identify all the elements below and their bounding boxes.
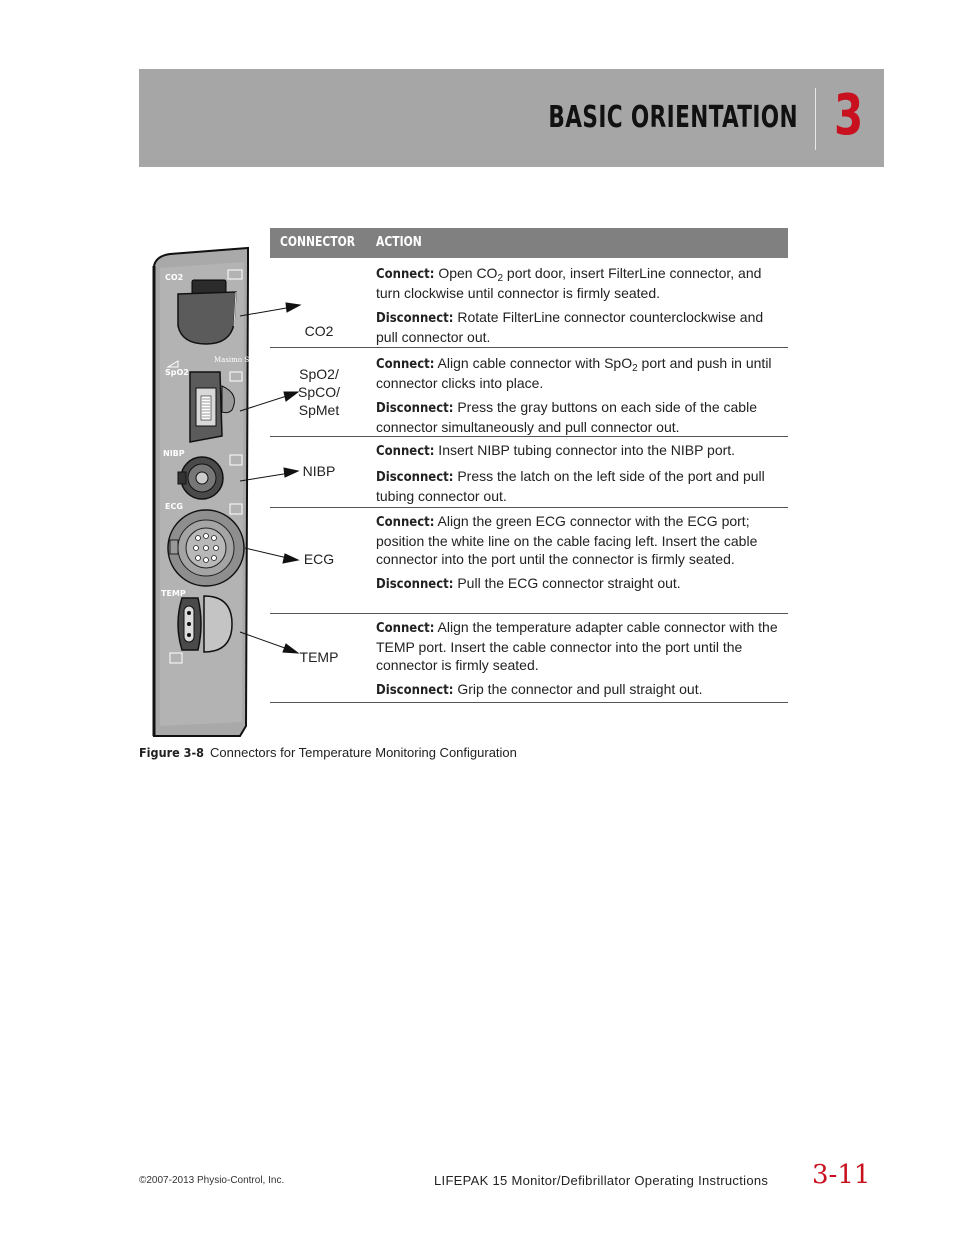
action-cell: Connect: Align the green ECG connector with the ECG port; position the white line on the cable facing left. Insert the cable connector into the port until the connector is firmly seated. Disconnect: Pull the ECG connector straight out.: [376, 513, 758, 592]
chapter-header: [139, 69, 884, 167]
connector-name: NIBP: [302, 463, 336, 479]
temp-label: TEMP: [161, 589, 186, 598]
figure-caption: [139, 745, 517, 760]
footer-manual-title: LIFEPAK 15 Monitor/Defibrillator Operating Instructions: [434, 1173, 769, 1188]
chapter-title: BASIC ORIENTATION: [548, 100, 798, 135]
connector-table: [270, 228, 788, 703]
footer-copyright: ©2007-2013 Physio-Control, Inc.: [139, 1175, 285, 1186]
action-cell: Connect: Open $CO_2$ port door, insert FilterLine connector, and turn clockwise until connector is firmly seated. Disconnect: Rotate FilterLine connector counterclockwise and pull connector out.: [376, 265, 764, 345]
action-cell: Connect: Insert NIBP tubing connector into the NIBP port. Disconnect: Press the latch on the left side of the port and pull tubing connector out.: [376, 442, 765, 504]
action-cell: Connect: Align cable connector with SpO$_2$ port and push in until connector clicks into place. Disconnect: Press the gray buttons on each side of the cable connector simultaneously and pull connector out.: [376, 355, 772, 435]
col-connector-header: CONNECTOR: [280, 235, 356, 250]
table-row: [270, 348, 788, 437]
table-header: [270, 228, 788, 258]
co2-label: CO2: [165, 273, 184, 282]
figure-text: Connectors for Temperature Monitoring Configuration: [210, 745, 517, 760]
connector-name: CO2: [304, 323, 334, 339]
header-divider: [815, 88, 816, 150]
action-cell: Connect: Align the temperature adapter cable connector with the TEMP port. Insert the cable connector into the port until the connector is firmly seated. Disconnect: Grip the connector and pull straight out.: [376, 619, 778, 698]
page-number: 3-11: [812, 1160, 871, 1190]
spo2-label: SpO2: [165, 368, 189, 377]
table-row: [270, 437, 788, 508]
co2-port-door: [178, 292, 236, 344]
col-action-header: ACTION: [376, 235, 422, 250]
connector-name: ECG: [303, 551, 335, 567]
table-row: [270, 258, 788, 348]
nibp-label: NIBP: [163, 449, 185, 458]
table-row: [270, 508, 788, 614]
connector-name: TEMP: [299, 649, 339, 665]
figure-label: Figure 3-8: [139, 745, 205, 760]
chapter-number: 3: [834, 83, 864, 148]
ecg-label: ECG: [165, 502, 183, 511]
table-row: [270, 614, 788, 703]
masimo-logo: Masimo SET: [214, 356, 259, 364]
connector-name: SpO2/ SpCO/ SpMet: [297, 366, 340, 418]
